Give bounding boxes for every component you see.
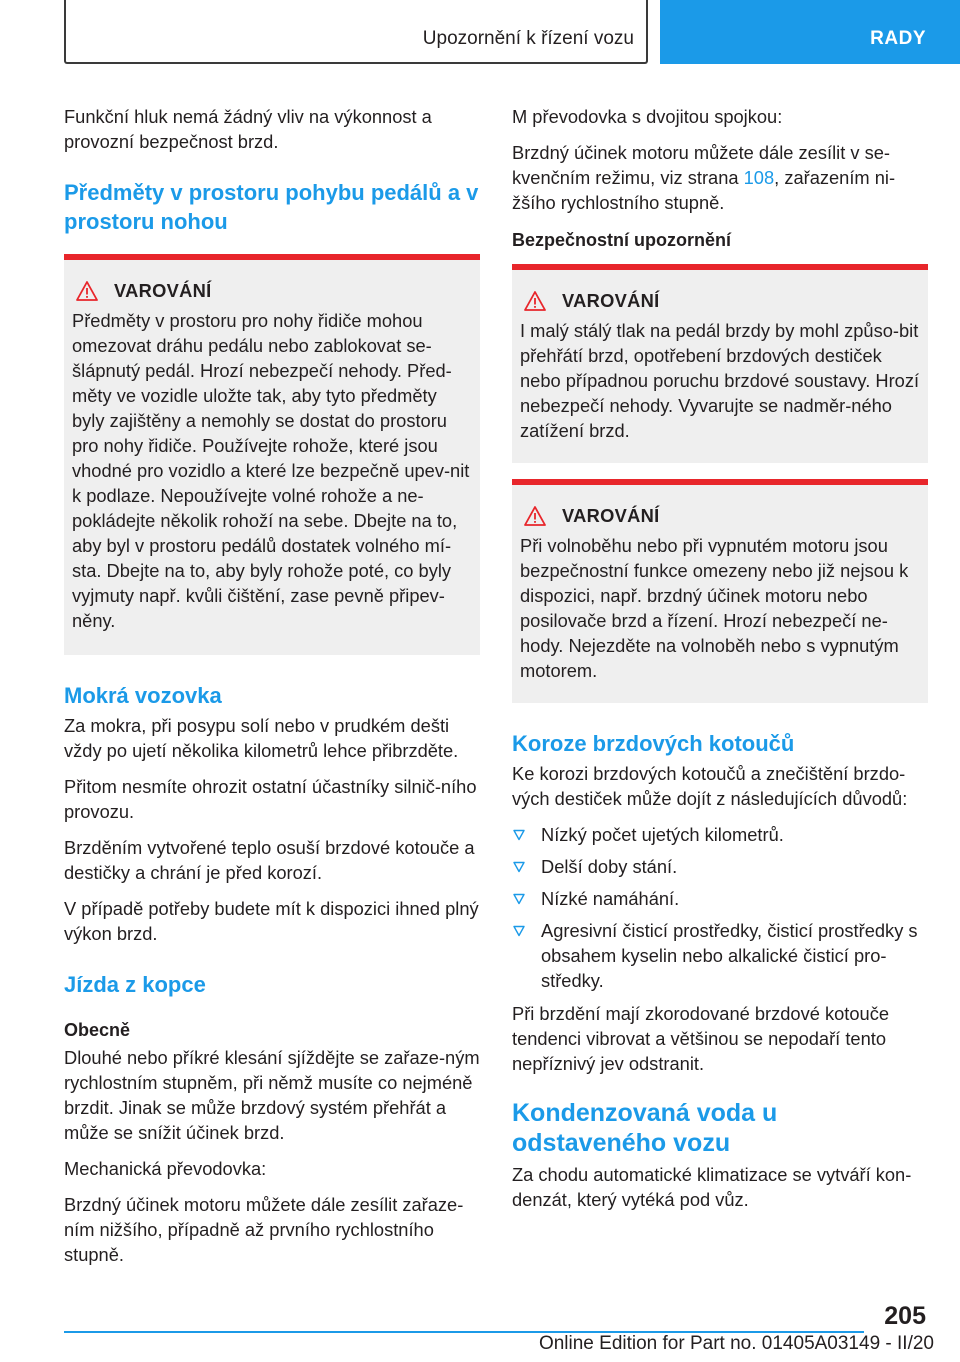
warning-triangle-icon bbox=[524, 291, 546, 311]
header-chapter-label: RADY bbox=[870, 28, 926, 49]
subheading-safety: Bezpečnostní upozornění bbox=[512, 230, 732, 250]
paragraph bbox=[512, 140, 928, 215]
list-item bbox=[512, 886, 928, 911]
heading-downhill: Jízda z kopce bbox=[64, 972, 206, 997]
bullet-triangle-icon bbox=[513, 861, 525, 873]
left-column bbox=[64, 104, 480, 1278]
warning-text: I malý stálý tlak na pedál brzdy by mohl způso‐bit přehřátí brzd, opotřebení brzdových destiček nebo případnou poruchu brzdové soustavy. Hrozí nebezpečí nehody. Vyvarujte se nadměr‐ného zatížení brzd. bbox=[520, 320, 920, 441]
corrosion-reasons-list bbox=[512, 822, 928, 993]
paragraph: Brzdný účinek motoru můžete dále zesílit zařaze‐ním nižšího, případně až prvního rychlostního stupně. bbox=[64, 1194, 464, 1265]
warning-triangle-icon bbox=[76, 281, 98, 301]
warning-text: Při volnoběhu nebo při vypnutém motoru jsou bezpečnostní funkce omezeny nebo již nejsou k dispozici, např. brzdný účinek motoru nebo posilovače brzd a řízení. Hrozí nebezpečí ne‐hody. Nejezděte na volnoběh nebo s vypnutým motorem. bbox=[520, 535, 909, 681]
paragraph: Přitom nesmíte ohrozit ostatní účastníky silnič‐ního provozu. bbox=[64, 776, 477, 822]
list-item bbox=[512, 822, 928, 847]
paragraph: Při brzdění mají zkorodované brzdové kotouče tendenci vibrovat a většinou se nepodaří tento nepříznivý jev odstranit. bbox=[512, 1003, 889, 1074]
heading-wet-road: Mokrá vozovka bbox=[64, 683, 222, 708]
warning-label: VAROVÁNÍ bbox=[562, 505, 660, 526]
bullet-triangle-icon bbox=[513, 925, 525, 937]
warning-label: VAROVÁNÍ bbox=[562, 290, 660, 311]
warning-header bbox=[524, 505, 920, 527]
warning-box bbox=[512, 479, 928, 703]
right-column bbox=[512, 104, 928, 1223]
warning-label: VAROVÁNÍ bbox=[114, 280, 212, 301]
page-reference-link[interactable]: 108 bbox=[743, 167, 775, 188]
list-item-text: Nízké namáhání. bbox=[541, 888, 680, 909]
warning-box bbox=[64, 254, 480, 655]
header-section-title: Upozornění k řízení vozu bbox=[422, 28, 634, 49]
list-item bbox=[512, 854, 928, 879]
paragraph: Za mokra, při posypu solí nebo v prudkém dešti vždy po ujetí několika kilometrů lehce přibrzděte. bbox=[64, 715, 459, 761]
subheading-general: Obecně bbox=[64, 1020, 131, 1040]
paragraph: V případě potřeby budete mít k dispozici ihned plný výkon brzd. bbox=[64, 898, 479, 944]
list-item-text: Delší doby stání. bbox=[541, 856, 678, 877]
header-chapter-tab bbox=[660, 0, 960, 64]
paragraph: Dlouhé nebo příkré klesání sjíždějte se zařaze‐ným rychlostním stupněm, při němž musíte co nejméně brzdit. Jinak se může brzdový systém přehřát a může se snížit účinek brzd. bbox=[64, 1047, 480, 1143]
paragraph: Funkční hluk nemá žádný vliv na výkonnost a provozní bezpečnost brzd. bbox=[64, 106, 432, 152]
list-item-text: Nízký počet ujetých kilometrů. bbox=[541, 824, 784, 845]
warning-triangle-icon bbox=[524, 506, 546, 526]
page-number: 205 bbox=[884, 1302, 926, 1330]
warning-header bbox=[524, 290, 920, 312]
list-item-text: Agresivní čisticí prostředky, čisticí prostředky s obsahem kyselin nebo alkalické čisticí pro‐středky. bbox=[541, 920, 918, 991]
warning-text: Předměty v prostoru pro nohy řidiče mohou omezovat dráhu pedálu nebo zablokovat se‐šlápnutý pedál. Hrozí nebezpečí nehody. Před‐měty ve vozidle uložte tak, aby tyto předměty byly zajištěny a nemohly se dostat do prostoru pro nohy řidiče. Používejte rohože, které jsou vhodné pro vozidlo a které lze bezpečně upev‐nit k podlaze. Nepoužívejte volné rohože a ne‐pokládejte několik rohoží na sebe. Dbejte na to, aby byl v prostoru pedálů dostatek volného mí‐sta. Dbejte na to, aby byly rohože poté, co byly vyjmuty např. kvůli čištění, zase pevně připev‐něny. bbox=[72, 310, 470, 631]
bullet-triangle-icon bbox=[513, 829, 525, 841]
paragraph: Mechanická převodovka: bbox=[64, 1158, 267, 1179]
header-section-box bbox=[64, 0, 648, 64]
paragraph-text: Brzdný účinek motoru můžete dále zesílit v se‐kvenčním režimu, viz strana bbox=[512, 142, 890, 188]
heading-pedals: Předměty v prostoru pohybu pedálů a v prostoru nohou bbox=[64, 180, 479, 234]
warning-header bbox=[76, 280, 472, 302]
footer-edition: Online Edition for Part no. 01405A03149 - II/20 bbox=[538, 1333, 934, 1354]
paragraph: Za chodu automatické klimatizace se vytváří kon‐denzát, který vytéká pod vůz. bbox=[512, 1164, 912, 1210]
list-item bbox=[512, 918, 928, 993]
paragraph: M převodovka s dvojitou spojkou: bbox=[512, 106, 783, 127]
paragraph: Ke korozi brzdových kotoučů a znečištění brzdo‐vých destiček může dojít z následujících důvodů: bbox=[512, 763, 908, 809]
heading-corrosion: Koroze brzdových kotoučů bbox=[512, 731, 795, 756]
warning-box bbox=[512, 264, 928, 463]
bullet-triangle-icon bbox=[513, 893, 525, 905]
paragraph-text: , zařazením ni‐žšího rychlostního stupně. bbox=[512, 167, 896, 213]
heading-condensed-water: Kondenzovaná voda u odstaveného vozu bbox=[512, 1099, 778, 1157]
paragraph: Brzděním vytvořené teplo osuší brzdové kotouče a destičky a chrání je před korozí. bbox=[64, 837, 475, 883]
